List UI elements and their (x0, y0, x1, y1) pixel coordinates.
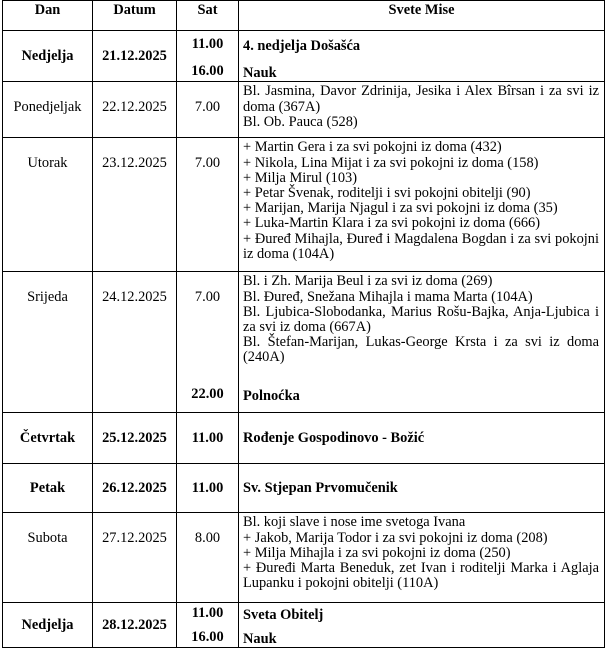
mass-line: Rođenje Gospodinovo - Božić (243, 429, 425, 446)
date-cell: 22.12.2025 (93, 82, 177, 138)
day-cell: Nedjelja (3, 603, 93, 647)
day-cell: Četvrtak (3, 413, 93, 464)
mass-line: Bl. Ljubica-Slobodanka, Marius Rošu-Bajka, Anja-Ljubica i za svi iz doma (667A) (243, 303, 599, 336)
mass-cell (239, 464, 605, 513)
date-cell: 24.12.2025 (93, 272, 177, 413)
time-cell (177, 31, 239, 82)
time-value: 7.00 (194, 289, 221, 306)
day-cell: Utorak (3, 138, 93, 272)
time-value: 22.00 (191, 386, 224, 403)
time-cell (177, 138, 239, 272)
date-cell: 21.12.2025 (93, 31, 177, 82)
time-value: 11.00 (191, 605, 224, 622)
time-cell (177, 603, 239, 647)
mass-line: + Milja Mihajla i za svi pokojni iz doma (250) (243, 544, 511, 561)
header-cell-svete-mise: Svete Mise (239, 1, 605, 31)
header-cell-datum: Datum (93, 1, 177, 31)
time-value: 11.00 (191, 36, 224, 52)
mass-schedule-table (2, 0, 605, 648)
mass-stack (243, 274, 599, 410)
date-cell: 26.12.2025 (93, 464, 177, 513)
table-row (3, 464, 605, 513)
date-cell: 25.12.2025 (93, 413, 177, 464)
mass-cell (239, 513, 605, 603)
mass-line: Bl. Jasmina, Davor Zdrinija, Jesika i Alex Bîrsan i za svi iz doma (367A) (243, 83, 599, 115)
mass-line: Bl. koji slave i nose ime svetoga Ivana (243, 514, 466, 531)
mass-group (243, 389, 599, 404)
time-stack (177, 272, 238, 408)
time-value: 11.00 (191, 479, 224, 496)
mass-line: Bl. Ob. Pauca (528) (243, 113, 358, 130)
mass-line: 4. nedjelja Došašća (243, 38, 361, 54)
time-value: 7.00 (194, 99, 221, 116)
mass-line: + Luka-Martin Klara i za svi pokojni iz doma (666) (243, 215, 541, 232)
table-row (3, 272, 605, 413)
time-cell (177, 272, 239, 413)
header-row (3, 1, 605, 31)
time-value: 16.00 (191, 63, 224, 80)
table-row (3, 31, 605, 82)
table-row (3, 82, 605, 138)
table-row (3, 603, 605, 647)
time-value: 11.00 (191, 429, 224, 446)
mass-line: + Milja Mirul (103) (243, 169, 358, 186)
time-value: 8.00 (194, 530, 221, 547)
mass-line: + Đuređ Mihajla, Đuređ i Magdalena Bogdan i za svi pokojni iz doma (104A) (243, 230, 599, 262)
header-cell-sat: Sat (177, 1, 239, 31)
date-cell: 27.12.2025 (93, 513, 177, 603)
mass-cell (239, 413, 605, 464)
day-cell: Ponedjeljak (3, 82, 93, 138)
mass-line: + Jakob, Marija Todor i za svi pokojni iz doma (208) (243, 529, 548, 546)
time-cell (177, 464, 239, 513)
mass-cell (239, 272, 605, 413)
mass-cell (239, 603, 605, 647)
mass-line: Bl. i Zh. Marija Beul i za svi iz doma (269) (243, 273, 493, 290)
mass-line: Bl. Štefan-Marijan, Lukas-George Krsta i za svi iz doma (240A) (243, 334, 599, 366)
day-cell: Nedjelja (3, 31, 93, 82)
mass-line: Nauk (243, 630, 277, 647)
table-row (3, 513, 605, 603)
day-cell: Subota (3, 513, 93, 603)
mass-line: Sv. Stjepan Prvomučenik (243, 479, 398, 496)
day-cell: Petak (3, 464, 93, 513)
mass-line: Nauk (243, 65, 277, 82)
header-cell-dan: Dan (3, 1, 93, 31)
mass-line: + Đuređi Marta Beneduk, zet Ivan i roditelji Marka i Aglaja Lupanku i pokojni obitelji (110A) (243, 560, 599, 592)
mass-line: Sveta Obitelj (243, 607, 324, 624)
table-row (3, 138, 605, 272)
mass-line: Bl. Đuređ, Snežana Mihajla i mama Marta (104A) (243, 288, 533, 305)
mass-cell (239, 82, 605, 138)
mass-cell (239, 31, 605, 82)
time-cell (177, 413, 239, 464)
mass-cell (239, 138, 605, 272)
table-row (3, 413, 605, 464)
date-cell: 28.12.2025 (93, 603, 177, 647)
schedule-body (3, 31, 605, 648)
time-cell (177, 513, 239, 603)
time-value: 16.00 (191, 628, 224, 645)
mass-line: + Nikola, Lina Mijat i za svi pokojni iz doma (158) (243, 154, 539, 171)
time-cell (177, 82, 239, 138)
mass-group (243, 274, 599, 365)
mass-line: + Petar Švenak, roditelji i svi pokojni obitelji (90) (243, 185, 531, 202)
mass-line: + Marijan, Marija Njagul i za svi pokojni iz doma (35) (243, 200, 558, 217)
date-cell: 23.12.2025 (93, 138, 177, 272)
time-value: 7.00 (194, 155, 221, 172)
day-cell: Srijeda (3, 272, 93, 413)
mass-line: Polnoćka (243, 388, 300, 405)
mass-line: + Martin Gera i za svi pokojni iz doma (432) (243, 139, 502, 156)
